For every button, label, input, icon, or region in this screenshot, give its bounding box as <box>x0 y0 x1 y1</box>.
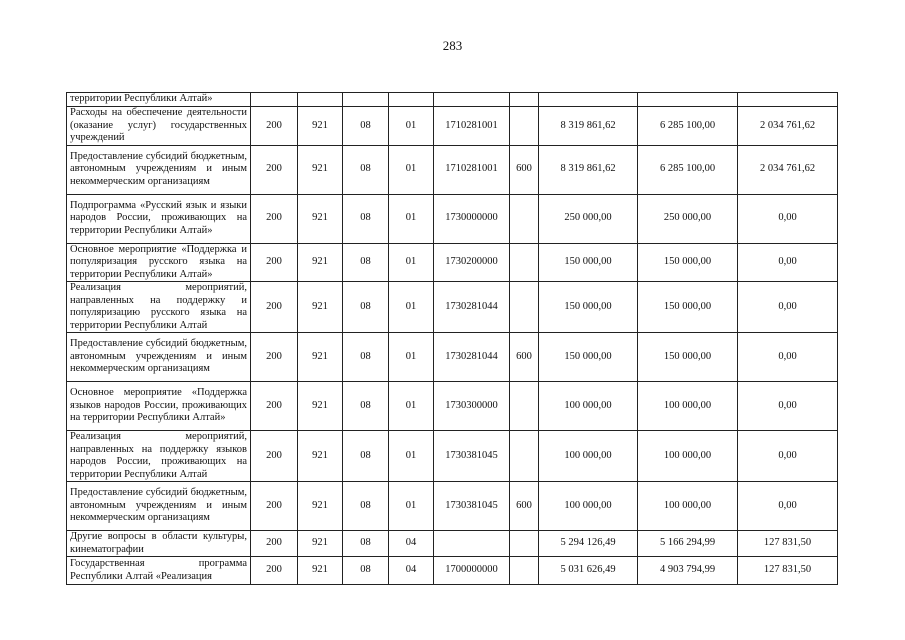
section-code-cell: 200 <box>251 557 298 585</box>
value-2019-cell: 8 319 861,62 <box>539 145 638 194</box>
table-row <box>67 482 838 531</box>
ministry-code-cell: 921 <box>298 194 343 243</box>
target-code-cell: 1730300000 <box>434 382 510 431</box>
expense-type-code-cell: 600 <box>510 333 539 382</box>
table-row <box>67 243 838 282</box>
value-2021-cell: 0,00 <box>738 333 838 382</box>
chapter-code-cell <box>343 93 389 107</box>
value-2020-cell: 100 000,00 <box>638 382 738 431</box>
chapter-code-cell: 08 <box>343 145 389 194</box>
subchapter-code-cell: 01 <box>389 482 434 531</box>
ministry-code-cell: 921 <box>298 431 343 482</box>
subchapter-code-cell <box>389 93 434 107</box>
subchapter-code-cell: 01 <box>389 333 434 382</box>
table-row <box>67 531 838 557</box>
chapter-code-cell: 08 <box>343 243 389 282</box>
target-code-cell: 1730381045 <box>434 431 510 482</box>
row-name-cell: территории Республики Алтай» <box>67 93 251 107</box>
subchapter-code-cell: 01 <box>389 382 434 431</box>
value-2020-cell: 150 000,00 <box>638 243 738 282</box>
value-2019-cell: 100 000,00 <box>539 482 638 531</box>
value-2020-cell: 150 000,00 <box>638 282 738 333</box>
target-code-cell <box>434 93 510 107</box>
value-2019-cell: 250 000,00 <box>539 194 638 243</box>
table-row <box>67 145 838 194</box>
value-2020-cell: 100 000,00 <box>638 482 738 531</box>
table-row <box>67 194 838 243</box>
expense-type-code-cell <box>510 282 539 333</box>
table-row <box>67 557 838 585</box>
ministry-code-cell: 921 <box>298 145 343 194</box>
value-2021-cell: 127 831,50 <box>738 531 838 557</box>
chapter-code-cell: 08 <box>343 531 389 557</box>
expense-type-code-cell <box>510 107 539 146</box>
section-code-cell: 200 <box>251 333 298 382</box>
expense-type-code-cell <box>510 93 539 107</box>
subchapter-code-cell: 01 <box>389 145 434 194</box>
ministry-code-cell: 921 <box>298 107 343 146</box>
value-2019-cell: 5 294 126,49 <box>539 531 638 557</box>
expense-type-code-cell <box>510 382 539 431</box>
value-2020-cell: 4 903 794,99 <box>638 557 738 585</box>
chapter-code-cell: 08 <box>343 557 389 585</box>
ministry-code-cell: 921 <box>298 243 343 282</box>
value-2019-cell: 100 000,00 <box>539 382 638 431</box>
section-code-cell: 200 <box>251 482 298 531</box>
value-2019-cell: 100 000,00 <box>539 431 638 482</box>
row-name-cell: Предоставление субсидий бюджетным, автономным учреждениям и иным некоммерческим организациям <box>67 145 251 194</box>
row-name-cell: Подпрограмма «Русский язык и языки народов России, проживающих на территории Республики Алтай» <box>67 194 251 243</box>
ministry-code-cell: 921 <box>298 557 343 585</box>
chapter-code-cell: 08 <box>343 282 389 333</box>
value-2020-cell: 6 285 100,00 <box>638 145 738 194</box>
chapter-code-cell: 08 <box>343 482 389 531</box>
value-2021-cell: 0,00 <box>738 482 838 531</box>
section-code-cell: 200 <box>251 382 298 431</box>
target-code-cell: 1700000000 <box>434 557 510 585</box>
table-row <box>67 93 838 107</box>
budget-table <box>66 92 838 585</box>
expense-type-code-cell <box>510 557 539 585</box>
row-name-cell: Реализация мероприятий, направленных на поддержку языков народов России, проживающих на территории Республики Алтай <box>67 431 251 482</box>
row-name-cell: Предоставление субсидий бюджетным, автономным учреждениям и иным некоммерческим организациям <box>67 333 251 382</box>
section-code-cell: 200 <box>251 431 298 482</box>
value-2020-cell: 250 000,00 <box>638 194 738 243</box>
row-name-cell: Основное мероприятие «Поддержка языков народов России, проживающих на территории Республики Алтай» <box>67 382 251 431</box>
value-2021-cell: 0,00 <box>738 382 838 431</box>
ministry-code-cell: 921 <box>298 382 343 431</box>
row-name-cell: Расходы на обеспечение деятельности (оказание услуг) государственных учреждений <box>67 107 251 146</box>
section-code-cell <box>251 93 298 107</box>
table-body <box>67 93 838 585</box>
subchapter-code-cell: 01 <box>389 107 434 146</box>
value-2021-cell: 2 034 761,62 <box>738 107 838 146</box>
value-2019-cell: 5 031 626,49 <box>539 557 638 585</box>
subchapter-code-cell: 01 <box>389 431 434 482</box>
subchapter-code-cell: 01 <box>389 194 434 243</box>
target-code-cell: 1730381045 <box>434 482 510 531</box>
target-code-cell: 1730200000 <box>434 243 510 282</box>
value-2019-cell: 8 319 861,62 <box>539 107 638 146</box>
row-name-cell: Другие вопросы в области культуры, кинематографии <box>67 531 251 557</box>
chapter-code-cell: 08 <box>343 194 389 243</box>
ministry-code-cell: 921 <box>298 282 343 333</box>
expense-type-code-cell <box>510 531 539 557</box>
table-row <box>67 333 838 382</box>
section-code-cell: 200 <box>251 145 298 194</box>
value-2019-cell: 150 000,00 <box>539 243 638 282</box>
value-2020-cell: 150 000,00 <box>638 333 738 382</box>
value-2020-cell: 5 166 294,99 <box>638 531 738 557</box>
subchapter-code-cell: 01 <box>389 243 434 282</box>
section-code-cell: 200 <box>251 531 298 557</box>
chapter-code-cell: 08 <box>343 382 389 431</box>
expense-type-code-cell: 600 <box>510 482 539 531</box>
target-code-cell: 1730000000 <box>434 194 510 243</box>
row-name-cell: Предоставление субсидий бюджетным, автономным учреждениям и иным некоммерческим организациям <box>67 482 251 531</box>
chapter-code-cell: 08 <box>343 107 389 146</box>
value-2021-cell: 0,00 <box>738 431 838 482</box>
value-2020-cell: 6 285 100,00 <box>638 107 738 146</box>
subchapter-code-cell: 04 <box>389 531 434 557</box>
section-code-cell: 200 <box>251 243 298 282</box>
ministry-code-cell: 921 <box>298 333 343 382</box>
value-2021-cell: 0,00 <box>738 194 838 243</box>
value-2020-cell: 100 000,00 <box>638 431 738 482</box>
table-row <box>67 431 838 482</box>
expense-type-code-cell <box>510 243 539 282</box>
chapter-code-cell: 08 <box>343 431 389 482</box>
value-2019-cell <box>539 93 638 107</box>
section-code-cell: 200 <box>251 282 298 333</box>
target-code-cell: 1710281001 <box>434 107 510 146</box>
value-2019-cell: 150 000,00 <box>539 282 638 333</box>
target-code-cell: 1730281044 <box>434 333 510 382</box>
subchapter-code-cell: 04 <box>389 557 434 585</box>
section-code-cell: 200 <box>251 194 298 243</box>
row-name-cell: Реализация мероприятий, направленных на поддержку и популяризацию русского языка на территории Республики Алтай <box>67 282 251 333</box>
page-number: 283 <box>442 38 463 53</box>
table-row <box>67 107 838 146</box>
table-row <box>67 282 838 333</box>
value-2020-cell <box>638 93 738 107</box>
target-code-cell: 1730281044 <box>434 282 510 333</box>
chapter-code-cell: 08 <box>343 333 389 382</box>
expense-type-code-cell <box>510 431 539 482</box>
ministry-code-cell <box>298 93 343 107</box>
value-2021-cell: 0,00 <box>738 282 838 333</box>
target-code-cell <box>434 531 510 557</box>
ministry-code-cell: 921 <box>298 531 343 557</box>
ministry-code-cell: 921 <box>298 482 343 531</box>
expense-type-code-cell <box>510 194 539 243</box>
value-2021-cell: 127 831,50 <box>738 557 838 585</box>
value-2021-cell <box>738 93 838 107</box>
value-2021-cell: 2 034 761,62 <box>738 145 838 194</box>
target-code-cell: 1710281001 <box>434 145 510 194</box>
subchapter-code-cell: 01 <box>389 282 434 333</box>
row-name-cell: Государственная программа Республики Алтай «Реализация <box>67 557 251 585</box>
value-2021-cell: 0,00 <box>738 243 838 282</box>
expense-type-code-cell: 600 <box>510 145 539 194</box>
value-2019-cell: 150 000,00 <box>539 333 638 382</box>
row-name-cell: Основное мероприятие «Поддержка и популяризация русского языка на территории Республики Алтай» <box>67 243 251 282</box>
section-code-cell: 200 <box>251 107 298 146</box>
table-row <box>67 382 838 431</box>
